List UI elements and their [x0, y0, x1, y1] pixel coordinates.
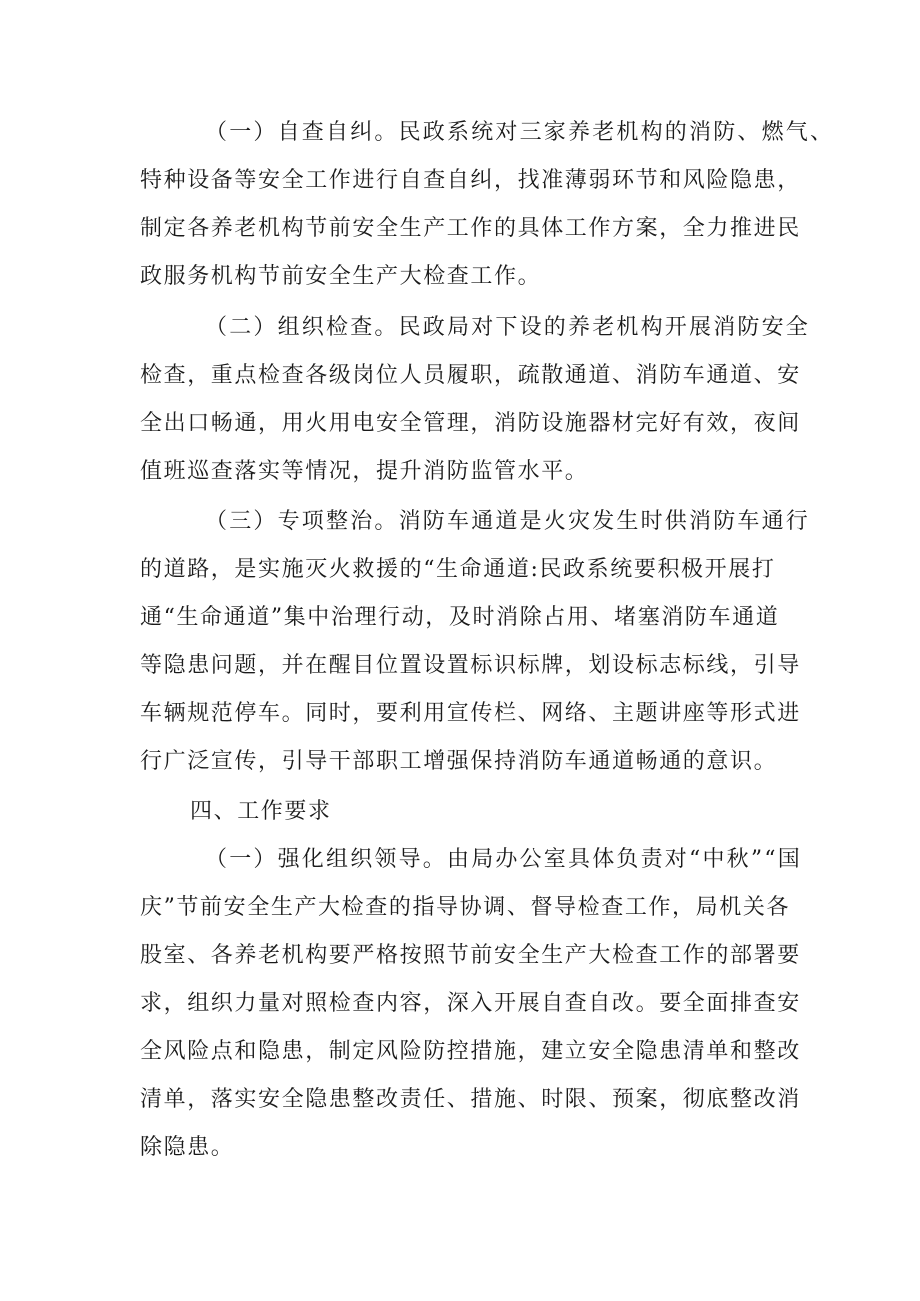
- paragraph-3-line-4: 等隐患问题，并在醒目位置设置标识标牌，划设标志标线，引导: [140, 653, 801, 678]
- paragraph-4-line-6: 清单，落实安全隐患整改责任、措施、时限、预案，彻底整改消: [140, 1087, 801, 1112]
- paragraph-1-line-2: 特种设备等安全工作进行自查自纠，找准薄弱环节和风险隐患，: [140, 168, 801, 193]
- paragraph-3-line-5: 车辆规范停车。同时，要利用宣传栏、网络、主题讲座等形式进: [140, 701, 801, 726]
- paragraph-4-line-1: （一）强化组织领导。由局办公室具体负责对“中秋”“国: [205, 847, 802, 872]
- paragraph-1-line-1: （一）自查自纠。民政系统对三家养老机构的消防、燃气、: [205, 120, 835, 145]
- paragraph-2-line-4: 值班巡查落实等情况，提升消防监管水平。: [140, 459, 589, 484]
- paragraph-4-line-4: 求，组织力量对照检查内容，深入开展自查自改。要全面排查安: [140, 991, 801, 1016]
- paragraph-3-line-1: （三）专项整治。消防车通道是火灾发生时供消防车通行: [205, 509, 811, 534]
- paragraph-3-line-2: 的道路，是实施灭火救援的“生命通道:民政系统要积极开展打: [140, 557, 776, 582]
- paragraph-3-line-3: 通“生命通道”集中治理行动，及时消除占用、堵塞消防车通道: [140, 605, 780, 630]
- paragraph-4-line-7: 除隐患。: [140, 1135, 235, 1160]
- paragraph-4-line-3: 股室、各养老机构要严格按照节前安全生产大检查工作的部署要: [140, 943, 801, 968]
- paragraph-2-line-1: （二）组织检查。民政局对下设的养老机构开展消防安全: [205, 315, 811, 340]
- paragraph-3-line-6: 行广泛宣传，引导干部职工增强保持消防车通道畅通的意识。: [140, 749, 778, 774]
- paragraph-1-line-4: 政服务机构节前安全生产大检查工作。: [140, 264, 542, 289]
- section-heading: 四、工作要求: [190, 799, 332, 824]
- paragraph-2-line-2: 检查，重点检查各级岗位人员履职，疏散通道、消防车通道、安: [140, 363, 801, 388]
- paragraph-2-line-3: 全出口畅通，用火用电安全管理，消防设施器材完好有效，夜间: [140, 411, 801, 436]
- paragraph-4-line-5: 全风险点和隐患，制定风险防控措施，建立安全隐患清单和整改: [140, 1039, 801, 1064]
- paragraph-1-line-3: 制定各养老机构节前安全生产工作的具体工作方案，全力推进民: [140, 216, 801, 241]
- paragraph-4-line-2: 庆”节前安全生产大检查的指导协调、督导检查工作，局机关各: [140, 895, 791, 920]
